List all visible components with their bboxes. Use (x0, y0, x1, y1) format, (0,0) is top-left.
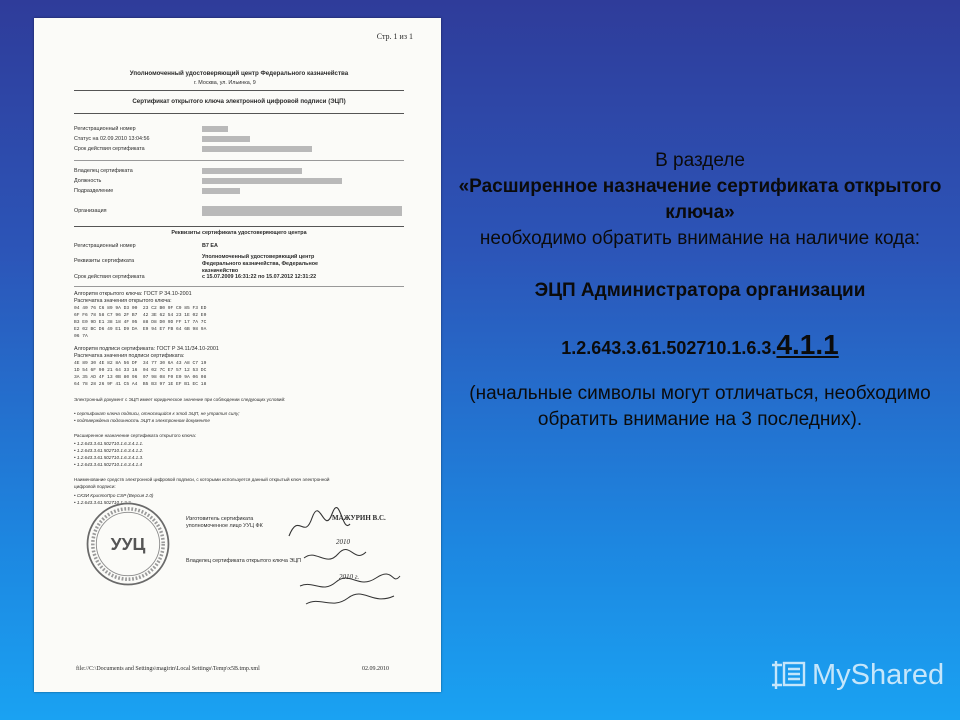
field-label: Реквизиты сертификата (74, 258, 135, 264)
field-label: Владелец сертификата (74, 168, 133, 174)
conditions-list (74, 410, 344, 424)
maker-signature (284, 506, 354, 546)
myshared-logo[interactable] (770, 656, 944, 694)
condition-item: • подтверждена подлинность ЭЦП в электронном документе (74, 418, 210, 423)
redacted-value (202, 126, 228, 132)
field-value: B7 EA (202, 243, 218, 249)
field-value: с 15.07.2009 16:31:22 по 15.07.2012 12:31:22 (202, 274, 317, 280)
certificate-scan (34, 18, 441, 692)
field-label: Должность (74, 178, 102, 184)
admin-label: ЭЦП Администратора организации (534, 280, 866, 301)
maker-role: уполномоченное лицо УУЦ ФК (186, 523, 263, 529)
maker-name: МАЖУРИН В.С. (332, 514, 386, 522)
footer-path: file://C:\Documents and Settings\magirin\Local Settings\Temp\x5B.tmp.xml (76, 666, 260, 672)
instruction: необходимо обратить внимание на наличие кода: (479, 228, 921, 249)
cert-title: Сертификат открытого ключа электронной цифровой подписи (ЭЦП) (132, 98, 346, 105)
myshared-logo-icon (770, 657, 808, 693)
divider (74, 226, 404, 227)
footer-date: 02.09.2010 (362, 666, 389, 672)
issuer-section-title: Реквизиты сертификата удостоверяющего центра (171, 230, 307, 236)
ext-list (74, 440, 274, 468)
condition-item: • сертификат ключа подписи, относящийся к этой ЭЦП, не утратил силу; (74, 411, 240, 416)
field-label: Срок действия сертификата (74, 274, 145, 280)
sign-hex-label: Распечатка значения подписи сертификата: (74, 353, 185, 359)
redacted-value (202, 188, 240, 194)
tool-title: Наименование средств электронной цифровой подписи, с которыми используется данный открытый ключ электронной цифровой подписи: (74, 477, 330, 489)
redacted-value (202, 178, 342, 184)
owner-signature (296, 546, 406, 616)
redacted-value (202, 146, 312, 152)
section-name: «Расширенное назначение сертификата открытого ключа» (458, 176, 942, 223)
field-label: Срок действия сертификата (74, 146, 145, 152)
divider (74, 90, 404, 91)
divider (74, 160, 404, 161)
page-number: Стр. 1 из 1 (376, 32, 413, 41)
redacted-value (202, 206, 402, 216)
note: (начальные символы могут отличаться, необходимо обратить внимание на 3 последних). (469, 383, 931, 430)
handwritten-date: 2010 г. (339, 573, 360, 581)
key-hex: 04 40 76 C6 89 9A D3 00 23 C2 B0 9F C9 85 F3 ED 6F F6 78 58 C7 96 2F B7 42 3E 62 54 23 1E 02 E0 B3 E0 9D E1 38 18 4F 05 88 D8 D0 9D FF 17 7A 7C E2 02 BC D6 49 E1 D9 DA E9 94 E7 FB 64 6B 98 9A 06 7A (74, 306, 207, 339)
ext-item: • 1.2.643.3.61.502710.1.6.3.4.1.2. (74, 448, 144, 453)
oid-tail: 4.1.1 (776, 329, 839, 360)
issuer-title: Уполномоченный удостоверяющий центр Федерального казначейства (129, 70, 349, 77)
ext-item: • 1.2.643.3.61.502710.1.6.3.4.1.1. (74, 441, 144, 446)
oid-code (455, 329, 945, 361)
algo-key: Алгоритм открытого ключа: ГОСТ Р 34.10-2001 (74, 291, 192, 297)
key-hex-label: Распечатка значения открытого ключа: (74, 298, 172, 304)
svg-text:УУЦ: УУЦ (110, 534, 146, 555)
intro-line: В разделе (655, 150, 745, 171)
field-label: Регистрационный номер (74, 126, 136, 132)
field-label: Организация (74, 208, 107, 214)
tool-item: • 1.2.643.3.61.502710.1.2.2 (74, 500, 131, 505)
ext-item: • 1.2.643.3.61.502710.1.6.3.4.1.4 (74, 462, 143, 467)
slide-text (455, 148, 945, 433)
legal-text: Электронный документ с ЭЦП имеет юридическое значение при соблюдении следующих условий: (74, 397, 286, 402)
algo-sign: Алгоритм подписи сертификата: ГОСТ Р 34.11/34.10-2001 (74, 346, 219, 352)
redacted-value (202, 168, 302, 174)
ext-title: Расширенное назначение сертификата открытого ключа: (74, 433, 197, 438)
field-label: Регистрационный номер (74, 243, 136, 249)
oid-prefix: 1.2.643.3.61.502710.1.6.3. (561, 338, 777, 358)
divider (74, 113, 404, 114)
field-label: Подразделение (74, 188, 114, 194)
field-label: Статус на 02.09.2010 13:04:56 (74, 136, 150, 142)
field-value: Уполномоченный удостоверяющий центр Федерального казначейства, Федеральное казначейство (202, 254, 319, 274)
ext-item: • 1.2.643.3.61.502710.1.6.3.4.1.3. (74, 455, 144, 460)
maker-label: Изготовитель сертификата (186, 516, 254, 522)
logo-text: MyShared (812, 658, 945, 691)
issuer-address: г. Москва, ул. Ильинка, 9 (194, 80, 256, 86)
redacted-value (202, 136, 250, 142)
divider (74, 286, 404, 287)
official-stamp-icon (84, 500, 172, 588)
owner-label: Владелец сертификата открытого ключа ЭЦП (186, 558, 302, 564)
sign-hex: 4E 89 30 4E 82 8A 56 DF 34 77 30 6A 43 A8 C7 19 1D 54 6F 90 21 64 33 16 04 02 7C E7 57 12 53 DC 3A 35 AD 4F 13 0B 80 96 07 98 08 F0 E0 9A 06 08 64 78 28 26 9F 41 C5 A4 B5 B3 97 1E EF B1 EC 18 (74, 361, 207, 387)
tool-item: • СКЗИ КриптоПро CSP (Версия 2.0) (74, 493, 154, 498)
handwritten-date: 2010 (336, 538, 350, 546)
